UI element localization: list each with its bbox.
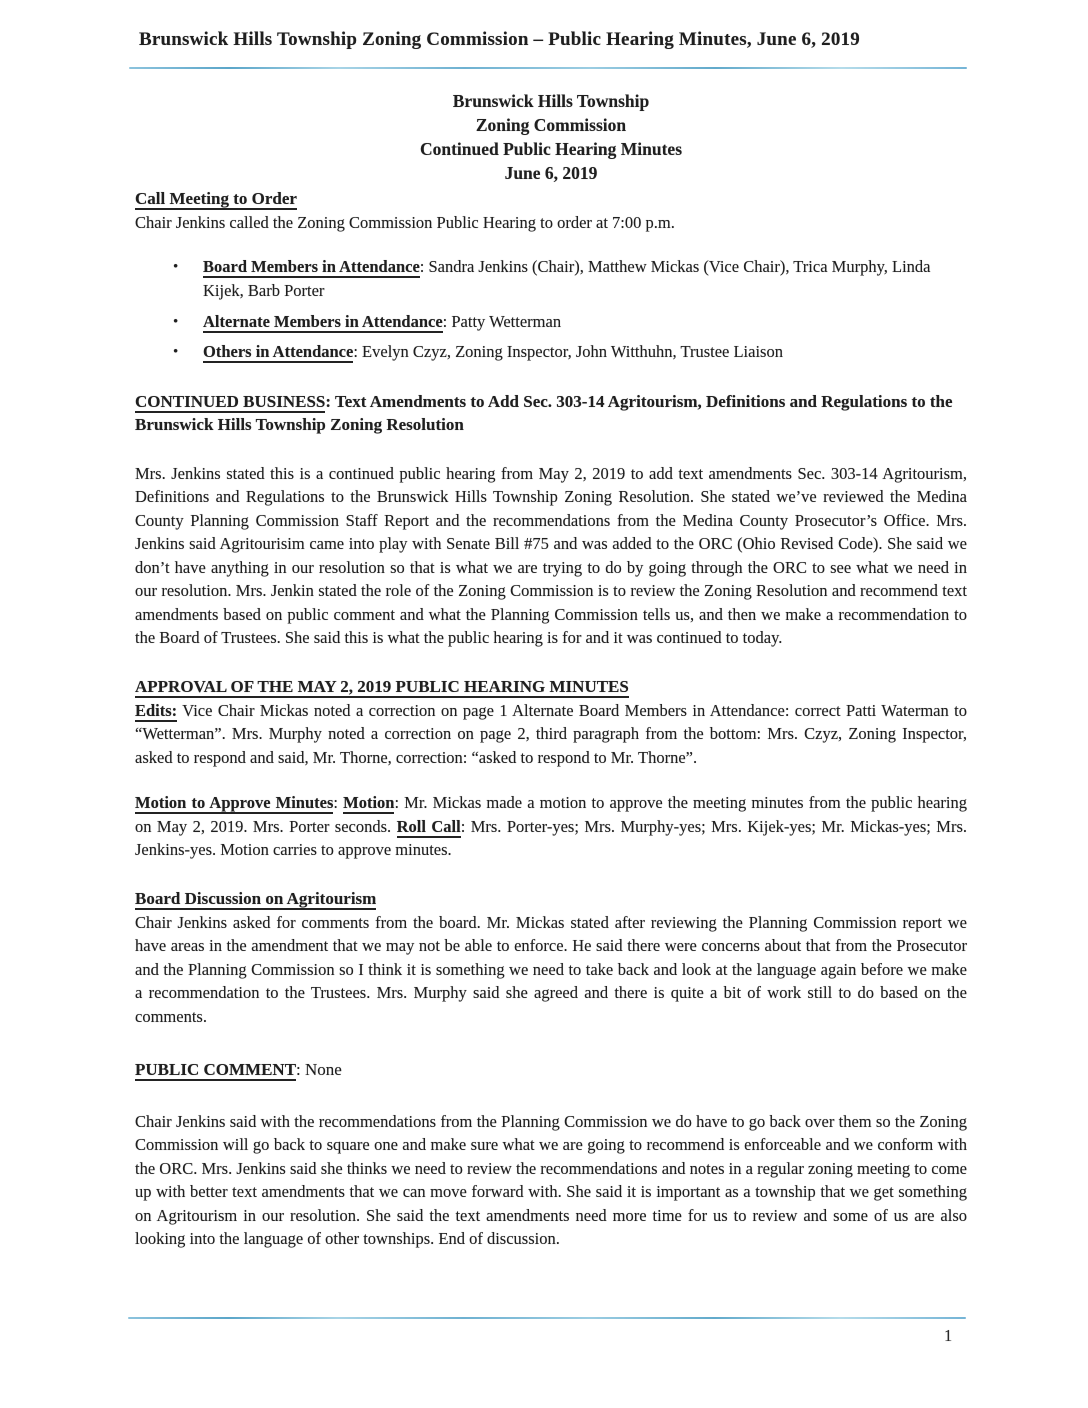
title-line-2: Zoning Commission xyxy=(475,115,627,135)
page-content xyxy=(135,0,967,1251)
section-heading-call-to-order: Call Meeting to Order xyxy=(135,189,297,208)
motion-paragraph: Motion to Approve Minutes: Motion: Mr. Mickas made a motion to approve the meeting minutes from the public hearing on May 2, 2019. Mrs. Porter seconds. Roll Call: Mrs. Porter-yes; Mrs. Murphy-yes; Mrs. Kijek-yes; Mr. Mickas-yes; Mrs. Jenkins-yes. Motion carries to approve minutes. xyxy=(135,793,968,859)
bullet-icon: • xyxy=(173,313,179,330)
list-item-board-members xyxy=(171,255,967,304)
list-item-alternate-members xyxy=(171,310,967,335)
title-block xyxy=(135,89,967,185)
board-discussion-paragraph: Chair Jenkins asked for comments from the board. Mr. Mickas stated after reviewing the Planning Commission report we have areas in the amendment that we may not be able to enforce. He said there were concerns about that from the Prosecutor and the Planning Commission so I think it is something we need to take back and look at the language again before we make a recommendation to the Trustees. Mrs. Murphy said she agreed and there is quite a bit of work still to do based on the comments. xyxy=(135,912,967,1026)
attendance-text: : Patty Wetterman xyxy=(442,311,562,331)
footer-rule xyxy=(128,1317,966,1319)
running-header: Brunswick Hills Township Zoning Commission – Public Hearing Minutes, June 6, 2019 xyxy=(139,29,860,50)
public-comment-value: : None xyxy=(296,1060,342,1079)
section-heading-public-comment: PUBLIC COMMENT: None xyxy=(135,1060,342,1079)
bullet-icon: • xyxy=(173,258,179,275)
edits-paragraph xyxy=(135,699,967,770)
closing-paragraph: Chair Jenkins said with the recommendations from the Planning Commission we do have to go back over them so the Zoning Commission will go back to square one and make sure what we are going to recommend is enforceable and we conform with the ORC. Mrs. Jenkins said she thinks we need to review the recommendations and notes in a regular zoning meeting to come up with better text amendments that we can move forward with. She said it is important as a township that we get something on Agritourism in our resolution. She said the text amendments need more time for us to review and some of us are also looking into the language of other townships. End of discussion. xyxy=(135,1111,967,1248)
edits-text: Vice Chair Mickas noted a correction on page 1 Alternate Board Members in Attendance: correct Patti Waterman to “Wetterman”. Mrs. Murphy noted a correction on page 2, third paragraph from the bottom: Mrs. Czyz, Zoning Inspector, asked to respond and said, Mr. Thorne, correction: “asked to respond to Mr. Thorne”. xyxy=(135,700,967,767)
roll-call-label: Roll Call xyxy=(396,816,461,836)
section-heading-board-discussion: Board Discussion on Agritourism xyxy=(135,888,377,908)
call-to-order-body: Chair Jenkins called the Zoning Commission Public Hearing to order at 7:00 p.m. xyxy=(135,213,675,232)
attendance-label: Alternate Members in Attendance xyxy=(203,311,443,331)
list-item-others xyxy=(171,340,967,365)
attendance-list xyxy=(135,255,967,365)
page-number: 1 xyxy=(944,1326,953,1345)
attendance-label: Others in Attendance xyxy=(203,342,354,361)
motion-heading-label: Motion to Approve Minutes xyxy=(135,793,334,812)
title-line-1: Brunswick Hills Township xyxy=(452,91,650,111)
motion-label: Motion xyxy=(343,793,395,812)
attendance-text: : Sandra Jenkins (Chair), Matthew Mickas (Vice Chair), Trica Murphy, Linda Kijek, Barb Porter xyxy=(203,256,931,300)
section-heading-approval: APPROVAL OF THE MAY 2, 2019 PUBLIC HEARING MINUTES xyxy=(135,676,629,696)
bullet-icon: • xyxy=(173,344,179,360)
attendance-text: : Evelyn Czyz, Zoning Inspector, John Witthuhn, Trustee Liaison xyxy=(353,342,783,361)
attendance-label: Board Members in Attendance xyxy=(203,256,420,276)
title-line-4: June 6, 2019 xyxy=(504,163,598,183)
edits-label: Edits: xyxy=(135,700,178,720)
section-heading-continued-business: CONTINUED BUSINESS: Text Amendments to Add Sec. 303-14 Agritourism, Definitions and Regulations to the Brunswick Hills Township Zoning Resolution xyxy=(135,391,953,434)
title-line-3: Continued Public Hearing Minutes xyxy=(419,139,683,159)
continued-business-paragraph: Mrs. Jenkins stated this is a continued public hearing from May 2, 2019 to add text amendments Sec. 303-14 Agritourism, Definitions and Regulations to the Brunswick Hills Township Zoning Resolution. She stated we’ve reviewed the Medina County Planning Commission Staff Report and the recommendations from the Medina County Prosecutor’s Office. Mrs. Jenkins said Agritourisim came into play with Senate Bill #75 and was added to the ORC (Ohio Revised Code). She said we don’t have anything in our resolution so that is what we are trying to do by going through the ORC to see what we need in our resolution. Mrs. Jenkin stated the role of the Zoning Commission is to review the Zoning Resolution and recommend text amendments based on public comment and what the Planning Commission tells us, and then we make a recommendation to the Board of Trustees. She said this is what the public hearing is for and it was continued to today. xyxy=(135,463,967,647)
header-rule xyxy=(129,67,967,69)
